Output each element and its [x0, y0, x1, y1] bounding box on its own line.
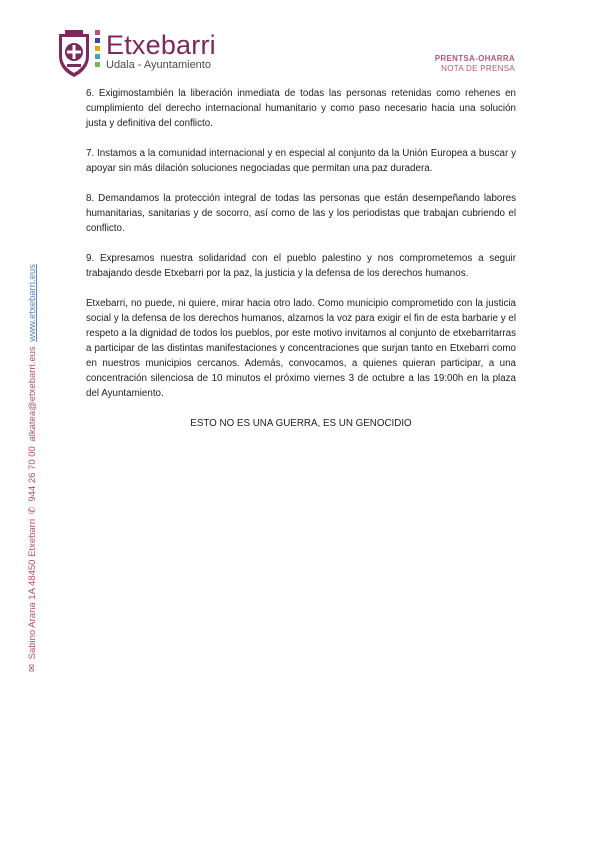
phone-icon: ✆ — [27, 506, 38, 515]
contact-sidebar — [26, 192, 40, 672]
letterhead — [0, 0, 600, 85]
logo-subtitle: Udala - Ayuntamiento — [106, 59, 211, 71]
logo-name: Etxebarri — [106, 30, 216, 60]
press-release-body — [86, 86, 516, 431]
press-label-spanish: NOTA DE PRENSA — [441, 64, 515, 73]
paragraph-6: 6. Exigimostambién la liberación inmediata de todas las personas retenidas como rehenes en cumplimiento del derecho internacional humanitario y como paso necesario hacia una solución justa y definitiva del conflicto. — [86, 88, 516, 129]
address-text: Sabino Arana 1A 48450 Etxebarri — [27, 518, 38, 660]
closing-slogan: ESTO NO ES UNA GUERRA, ES UN GENOCIDIO — [190, 418, 412, 429]
phone-text: 944 26 70 00 — [27, 446, 38, 502]
paragraph-8: 8. Demandamos la protección integral de todas las personas que están desempeñando labores humanitarias, sanitarias y de socorro, así como de las y los periodistas que trabajan cubriendo el conflicto. — [86, 193, 516, 234]
email-link[interactable]: alkatea@etxebarri.eus — [27, 346, 38, 442]
paragraph-9: 9. Expresamos nuestra solidaridad con el pueblo palestino y nos comprometemos a seguir trabajando desde Etxebarri por la paz, la justicia y la defensa de los derechos humanos. — [86, 253, 516, 279]
logo-wordmark — [106, 30, 216, 71]
press-release-label — [435, 54, 515, 74]
press-label-basque: PRENTSA-OHARRA — [434, 54, 515, 63]
envelope-icon: ✉ — [27, 664, 38, 672]
paragraph-7: 7. Instamos a la comunidad internacional y en especial al conjunto da la Unión Europea a buscar y apoyar sin más dilación soluciones negociadas que permitan una paz duradera. — [86, 148, 516, 174]
website-link[interactable]: www.etxebarri.eus — [27, 264, 38, 342]
municipal-shield-icon — [56, 30, 92, 78]
paragraph-call-to-action: Etxebarri, no puede, ni quiere, mirar hacia otro lado. Como municipio comprometido con la justicia social y la defensa de los derechos humanos, alzamos la voz para exigir el fin de esta barbarie y el respeto a la dignidad de todos los pueblos, por este motivo invitamos al conjunto de etxebarritarras a participar de las distintas manifestaciones y concentraciones que surjan tanto en Etxebarri como en nuestros municipios cercanos. Además, convocamos, a quienes quieran participar, a una concentración silenciosa de 10 minutos el próximo viernes 3 de octubre a las 19:00h en la plaza del Ayuntamiento. — [86, 298, 516, 399]
logo-color-bars — [95, 30, 103, 74]
